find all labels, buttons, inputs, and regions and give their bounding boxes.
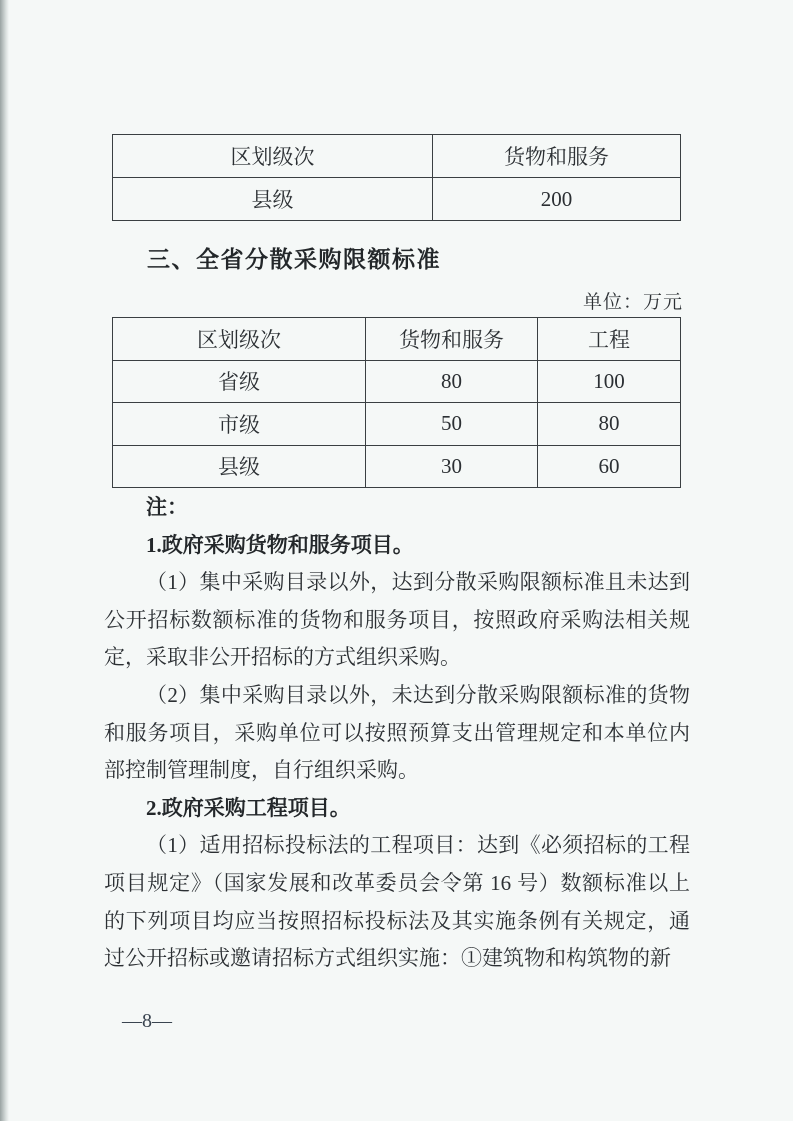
table-cell: 30 — [366, 445, 538, 488]
table-cell: 50 — [366, 403, 538, 446]
table-cell: 县级 — [113, 445, 366, 488]
table-header-cell: 货物和服务 — [433, 135, 681, 178]
table-header-row — [113, 135, 681, 178]
table-cell: 市级 — [113, 403, 366, 446]
note-paragraph-2-1: （1）适用招标投标法的工程项目：达到《必须招标的工程项目规定》（国家发展和改革委员会令第 16 号）数额标准以上的下列项目均应当按照招标投标法及其实施条例有关规定，通过公开招标或邀请招标方式组织实施：①建筑物和构筑物的新 — [104, 833, 690, 971]
table-header-cell: 货物和服务 — [366, 318, 538, 361]
county-goods-limit-table — [112, 134, 681, 221]
table-header-cell: 工程 — [538, 318, 681, 361]
province-decentralized-limit-table — [112, 317, 681, 488]
notes-section — [104, 489, 690, 978]
section-heading: 三、全省分散采购限额标准 — [147, 246, 441, 272]
table-header-cell: 区划级次 — [113, 318, 366, 361]
table-cell: 60 — [538, 445, 681, 488]
page-number: —8— — [122, 1010, 172, 1032]
table-cell: 80 — [538, 403, 681, 446]
note-label: 注： — [146, 495, 188, 519]
table-row — [113, 360, 681, 403]
table-row — [113, 445, 681, 488]
table-row — [113, 403, 681, 446]
table-cell: 80 — [366, 360, 538, 403]
scan-edge-artifact — [0, 0, 9, 1121]
table-cell: 200 — [433, 178, 681, 221]
table-cell: 省级 — [113, 360, 366, 403]
table-header-cell: 区划级次 — [113, 135, 433, 178]
note-item-2-heading: 2.政府采购工程项目。 — [146, 795, 351, 820]
table-cell: 100 — [538, 360, 681, 403]
note-paragraph-1-2: （2）集中采购目录以外，未达到分散采购限额标准的货物和服务项目，采购单位可以按照预算支出管理规定和本单位内部控制管理制度，自行组织采购。 — [104, 682, 690, 783]
table-row — [113, 178, 681, 221]
table-cell: 县级 — [113, 178, 433, 221]
unit-label: 单位：万元 — [582, 292, 683, 313]
note-item-1-heading: 1.政府采购货物和服务项目。 — [146, 532, 414, 557]
table-header-row — [113, 318, 681, 361]
note-paragraph-1-1: （1）集中采购目录以外，达到分散采购限额标准且未达到公开招标数额标准的货物和服务项目，按照政府采购法相关规定，采取非公开招标的方式组织采购。 — [104, 570, 690, 670]
